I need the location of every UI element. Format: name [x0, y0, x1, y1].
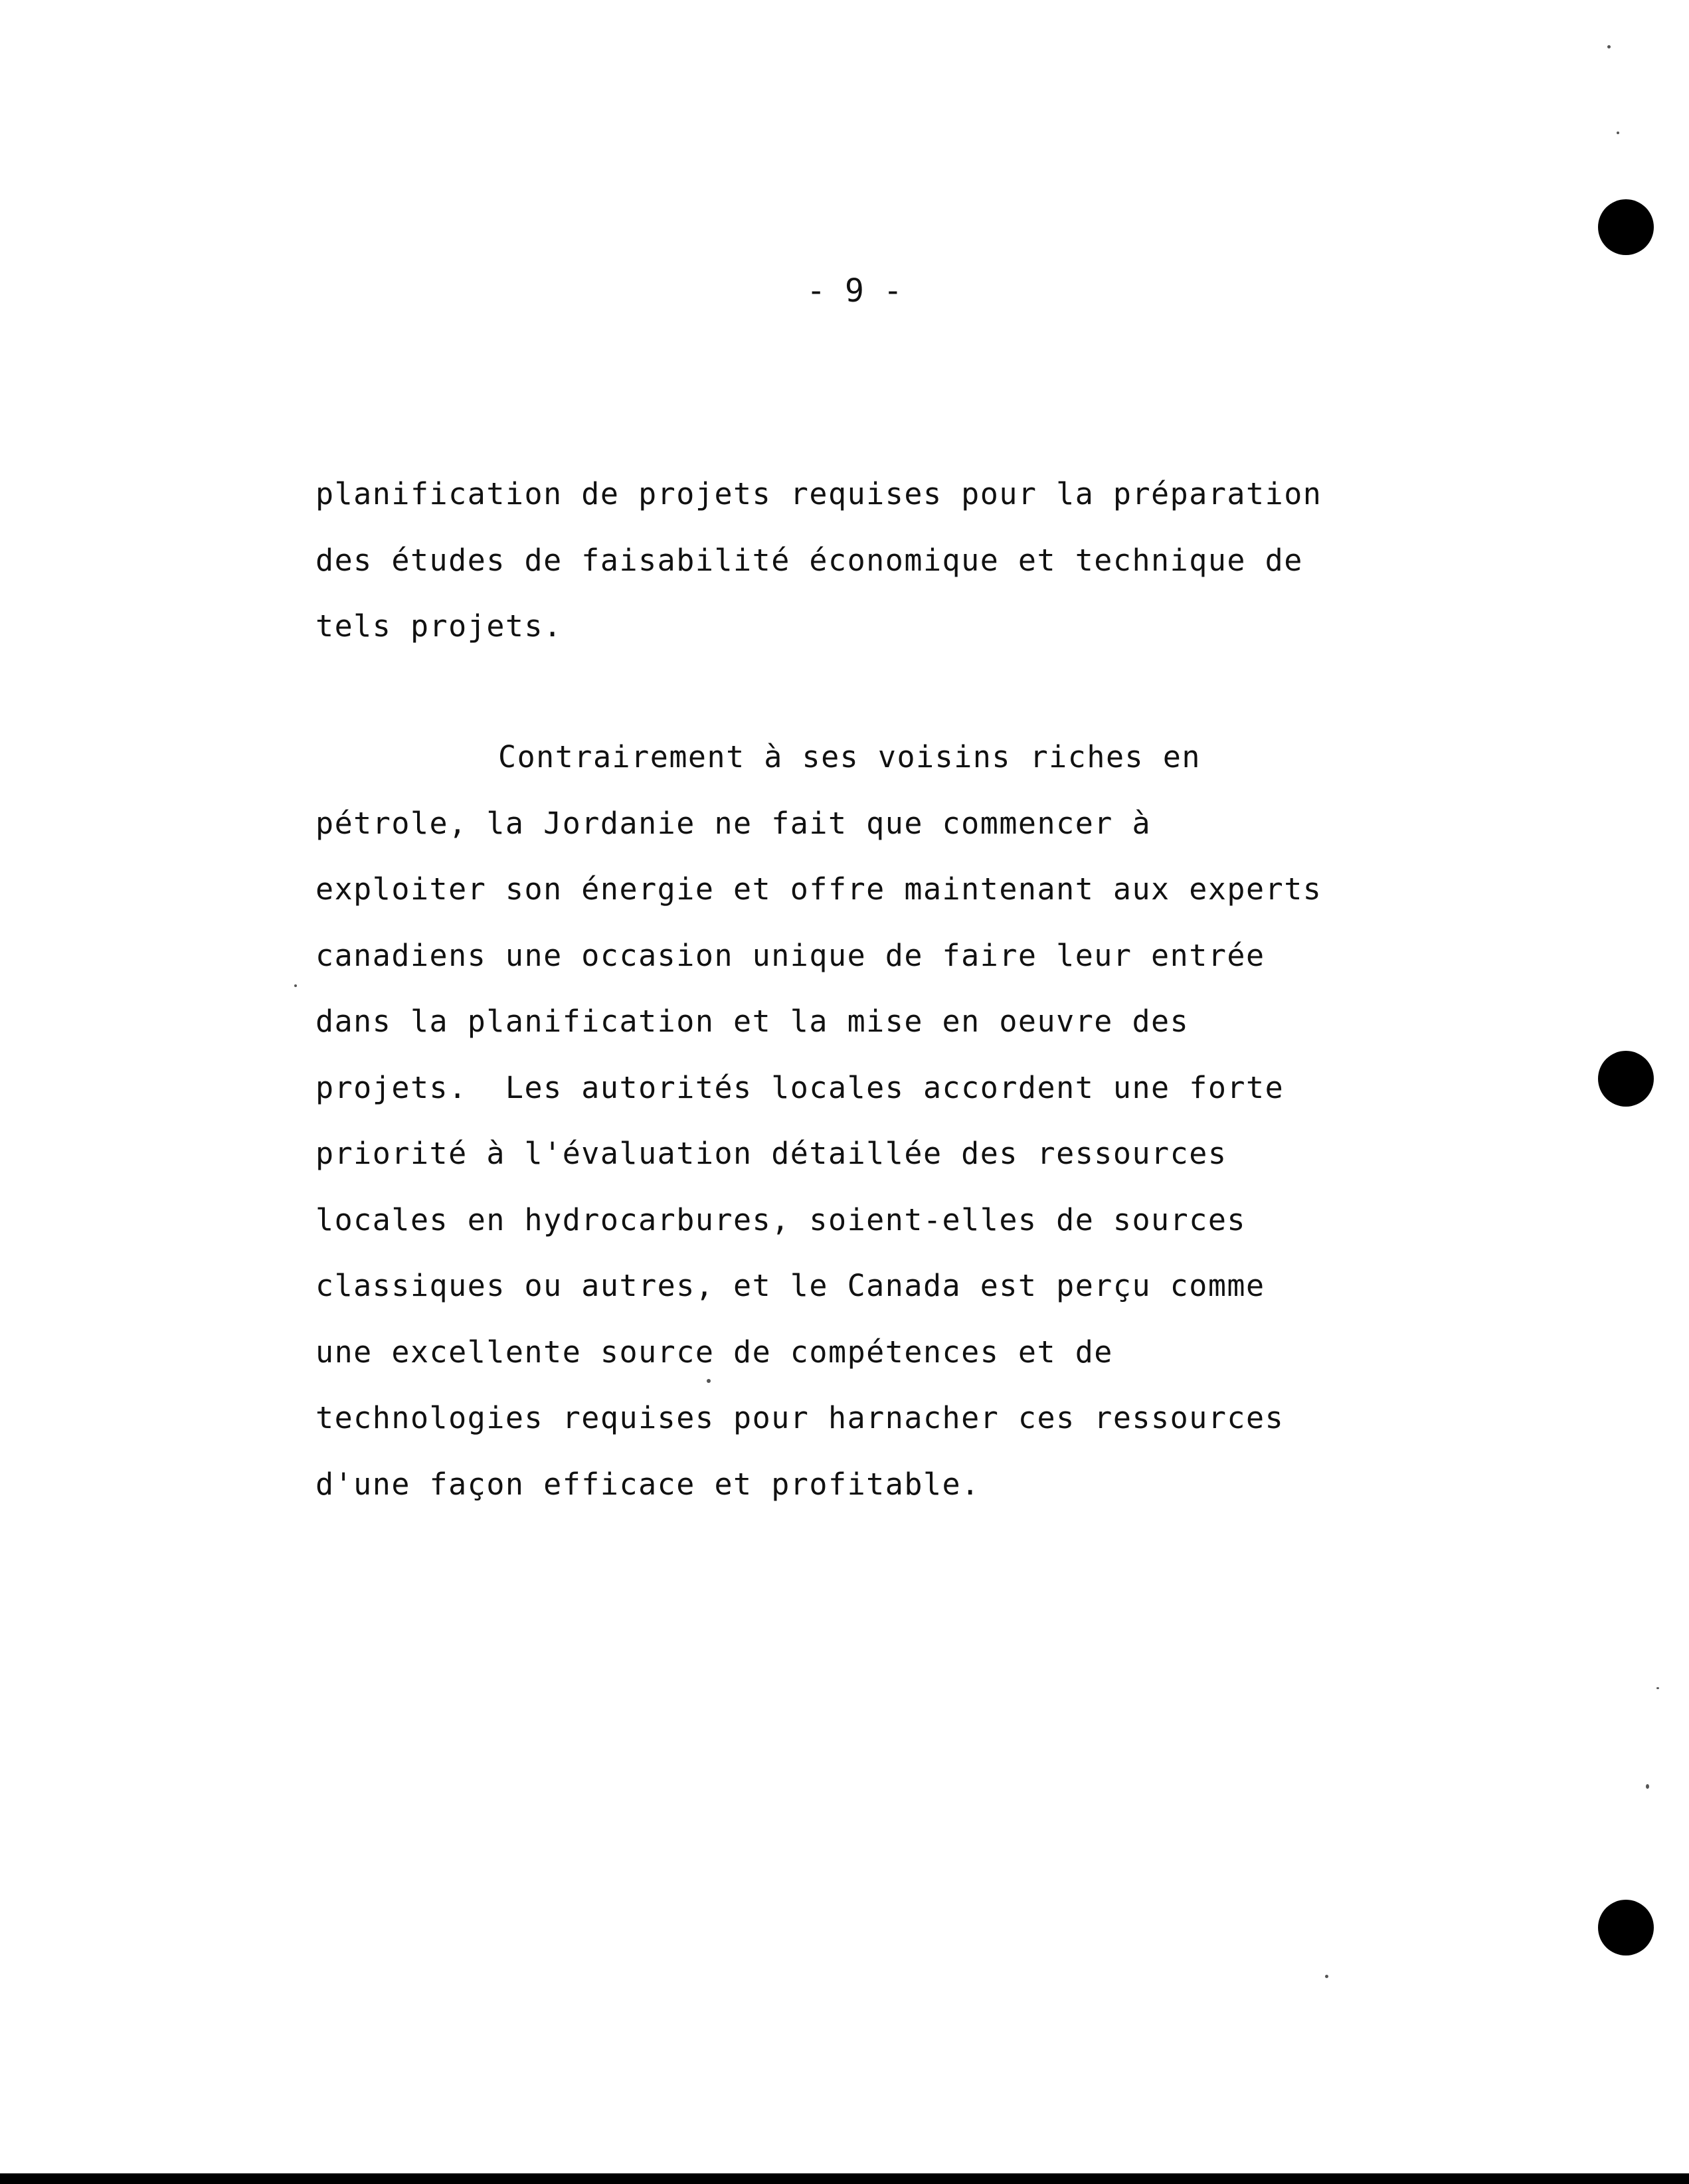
- paragraph-line: dans la planification et la mise en oeuvre des: [315, 1004, 1190, 1039]
- paragraph-line: exploiter son énergie et offre maintenant aux experts: [315, 871, 1322, 907]
- paragraph-line: projets. Les autorités locales accordent une forte: [315, 1069, 1285, 1105]
- scan-speck: [707, 1379, 711, 1383]
- paragraph-line: tels projets.: [315, 608, 563, 644]
- bottom-edge-rule: [0, 2173, 1689, 2184]
- paragraph-line: locales en hydrocarbures, soient-elles de sources: [315, 1202, 1247, 1237]
- page-number: - 9 -: [806, 272, 903, 310]
- scan-speck: [294, 984, 297, 987]
- punch-hole: [1598, 1900, 1654, 1956]
- scan-speck: [1617, 132, 1619, 134]
- scan-speck: [1646, 1784, 1649, 1789]
- paragraph-line: une excellente source de compétences et de: [315, 1334, 1113, 1370]
- scan-speck: [1607, 45, 1611, 48]
- paragraph-line: d'une façon efficace et profitable.: [315, 1466, 980, 1502]
- paragraph-line: priorité à l'évaluation détaillée des ressources: [315, 1136, 1227, 1171]
- paragraph-line: canadiens une occasion unique de faire leur entrée: [315, 937, 1265, 973]
- scan-speck: [1325, 1975, 1328, 1978]
- punch-hole: [1598, 199, 1654, 255]
- paragraph-1: [315, 461, 1405, 660]
- paragraph-line: pétrole, la Jordanie ne fait que commencer à: [315, 805, 1152, 841]
- paragraph-line: Contrairement à ses voisins riches en: [498, 739, 1201, 774]
- scan-speck: [1656, 1687, 1659, 1689]
- paragraph-line: des études de faisabilité économique et technique de: [315, 542, 1303, 578]
- paragraph-line: planification de projets requises pour la préparation: [315, 476, 1322, 511]
- punch-hole: [1598, 1051, 1654, 1107]
- paragraph-line: technologies requises pour harnacher ces ressources: [315, 1400, 1285, 1435]
- paragraph-line: classiques ou autres, et le Canada est perçu comme: [315, 1268, 1265, 1303]
- paragraph-2: [315, 724, 1405, 1517]
